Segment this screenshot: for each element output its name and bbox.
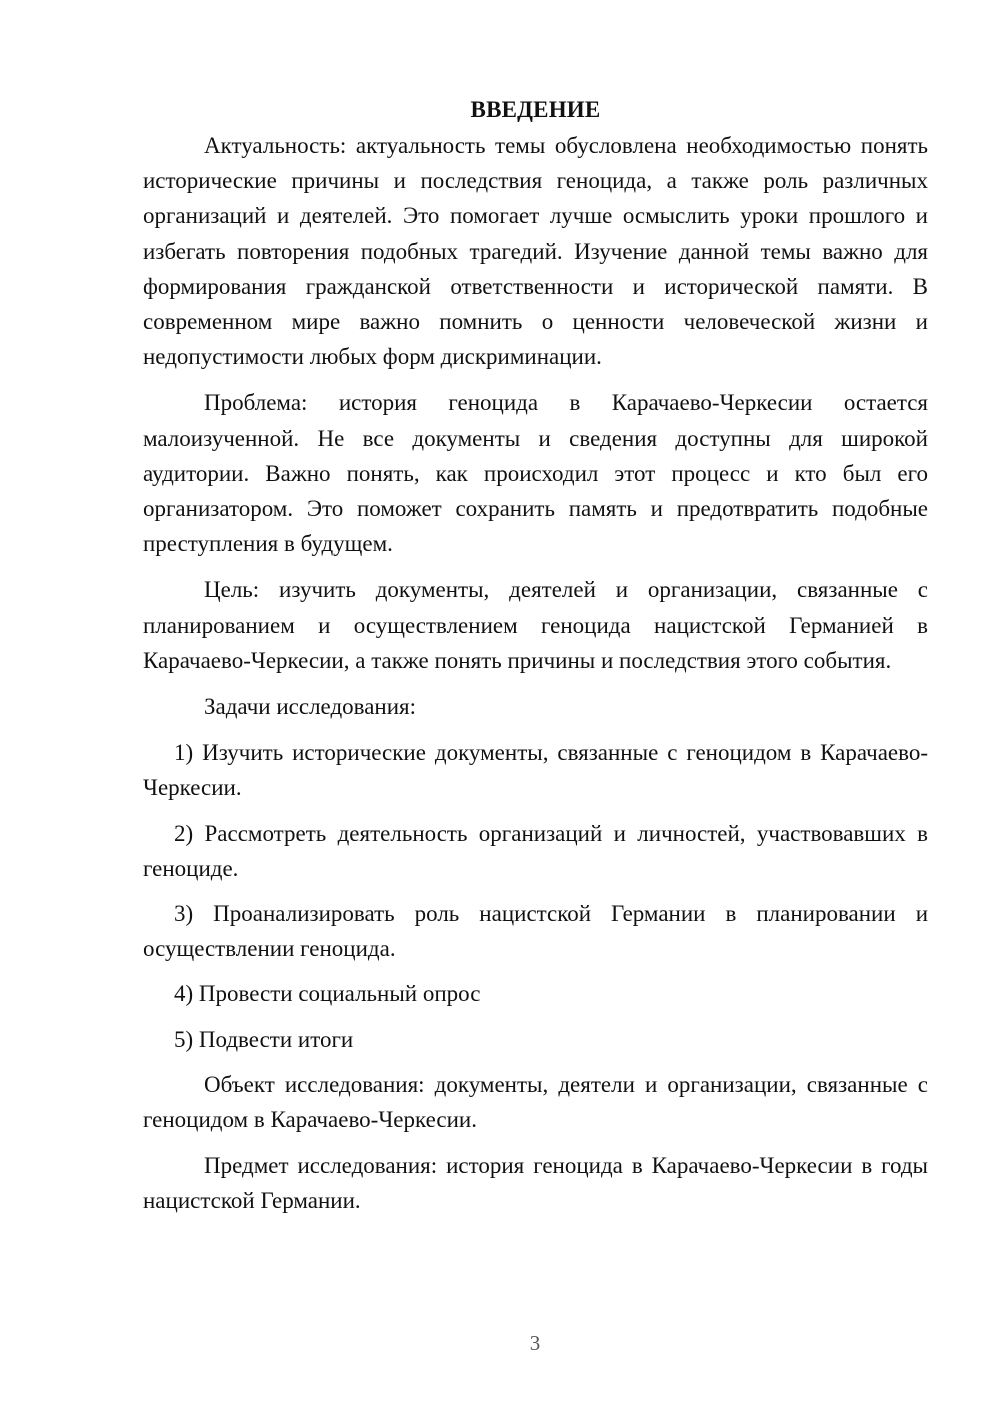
task-item-2: 2) Рассмотреть деятельность организаций и личностей, участвовавших в геноциде.	[143, 820, 928, 881]
relevance-paragraph: Актуальность: актуальность темы обусловлена необходимостью понять исторические причины и последствия геноцида, а также роль различных организаций и деятелей. Это помогает лучше осмыслить уроки прошлого и избегать повторения подобных трагедий. Изучение данной темы важно для формирования гражданской ответственности и исторической памяти. В современном мире важно помнить о ценности человеческой жизни и недопустимости любых форм дискриминации.	[143, 133, 928, 370]
task-item-1: 1) Изучить исторические документы, связанные с геноцидом в Карачаево-Черкесии.	[143, 740, 928, 801]
page-title: ВВЕДЕНИЕ	[470, 97, 601, 122]
document-page	[143, 92, 928, 1230]
tasks-title: Задачи исследования:	[204, 694, 417, 720]
page-number: 3	[529, 1331, 541, 1355]
task-item-3: 3) Проанализировать роль нацистской Германии в планировании и осуществлении геноцида.	[143, 901, 928, 962]
subject-paragraph: Предмет исследования: история геноцида в Карачаево-Черкесии в годы нацистской Германии.	[143, 1153, 928, 1214]
problem-paragraph: Проблема: история геноцида в Карачаево-Черкесии остается малоизученной. Не все документы и сведения доступны для широкой аудитории. Важно понять, как происходил этот процесс и кто был его организатором. Это поможет сохранить память и предотвратить подобные преступления в будущем.	[143, 390, 928, 557]
object-paragraph: Объект исследования: документы, деятели и организации, связанные с геноцидом в Карачаево-Черкесии.	[143, 1071, 928, 1133]
goal-paragraph: Цель: изучить документы, деятелей и организации, связанные с планированием и осуществлением геноцида нацистской Германией в Карачаево-Черкесии, а также понять причины и последствия этого события.	[143, 577, 928, 673]
task-item-4: 4) Провести социальный опрос	[174, 981, 481, 1007]
task-item-5: 5) Подвести итоги	[174, 1026, 354, 1052]
